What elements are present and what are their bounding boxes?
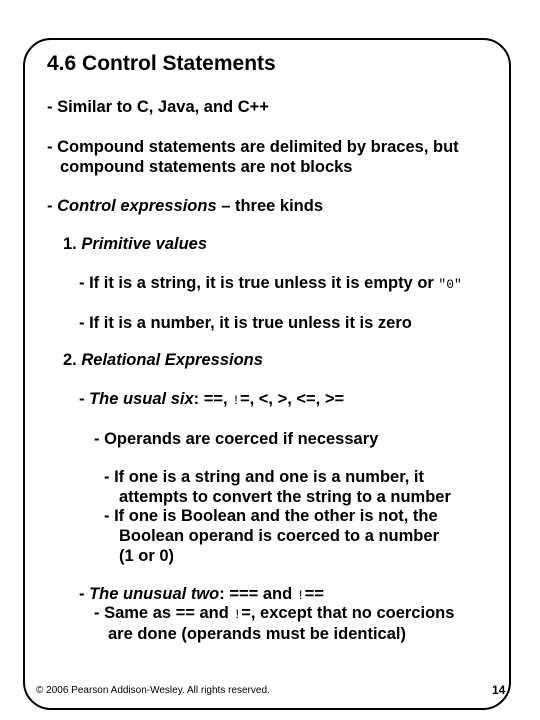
string-number-rule-line1: - If one is a string and one is a number, it	[104, 468, 424, 486]
same-as-text-b: =, except that no coercions	[241, 604, 455, 622]
item-number: 1.	[63, 235, 82, 253]
copyright-notice: © 2006 Pearson Addison-Wesley. All rights reserved.	[36, 685, 270, 696]
boolean-rule-line2: Boolean operand is coerced to a number	[119, 527, 439, 545]
primitive-string-rule	[79, 273, 462, 295]
item-relational-expressions	[63, 350, 263, 370]
unusual-two-ops-a: : === and	[219, 585, 297, 603]
dash: -	[79, 390, 90, 408]
boolean-rule-line1: - If one is Boolean and the other is not, the	[104, 507, 438, 525]
string-rule-text: - If it is a string, it is true unless it is empty or	[79, 274, 439, 292]
primitive-number-rule: - If it is a number, it is true unless it is zero	[79, 314, 412, 332]
relational-expressions-label: Relational Expressions	[81, 351, 263, 369]
not-symbol: !	[296, 588, 305, 603]
item-number: 2.	[63, 351, 82, 369]
usual-six-label: The usual six	[89, 390, 194, 408]
usual-six-operators	[79, 389, 344, 411]
control-expressions-suffix: – three kinds	[216, 197, 324, 215]
page-number: 14	[492, 683, 506, 697]
unusual-two-ops-b: ==	[304, 585, 324, 603]
dash: -	[79, 585, 90, 603]
item-primitive-values	[63, 234, 207, 254]
dash: -	[47, 197, 58, 215]
control-expressions-label: Control expressions	[57, 197, 217, 215]
bullet-compound-line1: - Compound statements are delimited by braces, but	[47, 138, 459, 156]
boolean-rule-line3: (1 or 0)	[119, 547, 175, 565]
bullet-similar: - Similar to C, Java, and C++	[47, 98, 269, 116]
not-symbol: !	[232, 393, 240, 408]
string-number-rule-line2: attempts to convert the string to a number	[119, 488, 451, 506]
zero-string-literal: "0"	[438, 277, 462, 292]
not-symbol: !	[233, 607, 242, 622]
primitive-values-label: Primitive values	[81, 235, 208, 253]
unusual-two-label: The unusual two	[89, 585, 220, 603]
same-as-line2: are done (operands must be identical)	[108, 625, 406, 643]
usual-six-ops-b: =, <, >, <=, >=	[239, 390, 345, 408]
same-as-line1	[94, 603, 454, 625]
usual-six-ops-a: : ==,	[193, 390, 233, 408]
bullet-control-expressions	[47, 196, 323, 216]
slide-title: 4.6 Control Statements	[47, 52, 276, 75]
bullet-compound-line2: compound statements are not blocks	[60, 158, 353, 176]
same-as-text-a: - Same as == and	[94, 604, 234, 622]
operands-coerced: - Operands are coerced if necessary	[94, 430, 379, 448]
